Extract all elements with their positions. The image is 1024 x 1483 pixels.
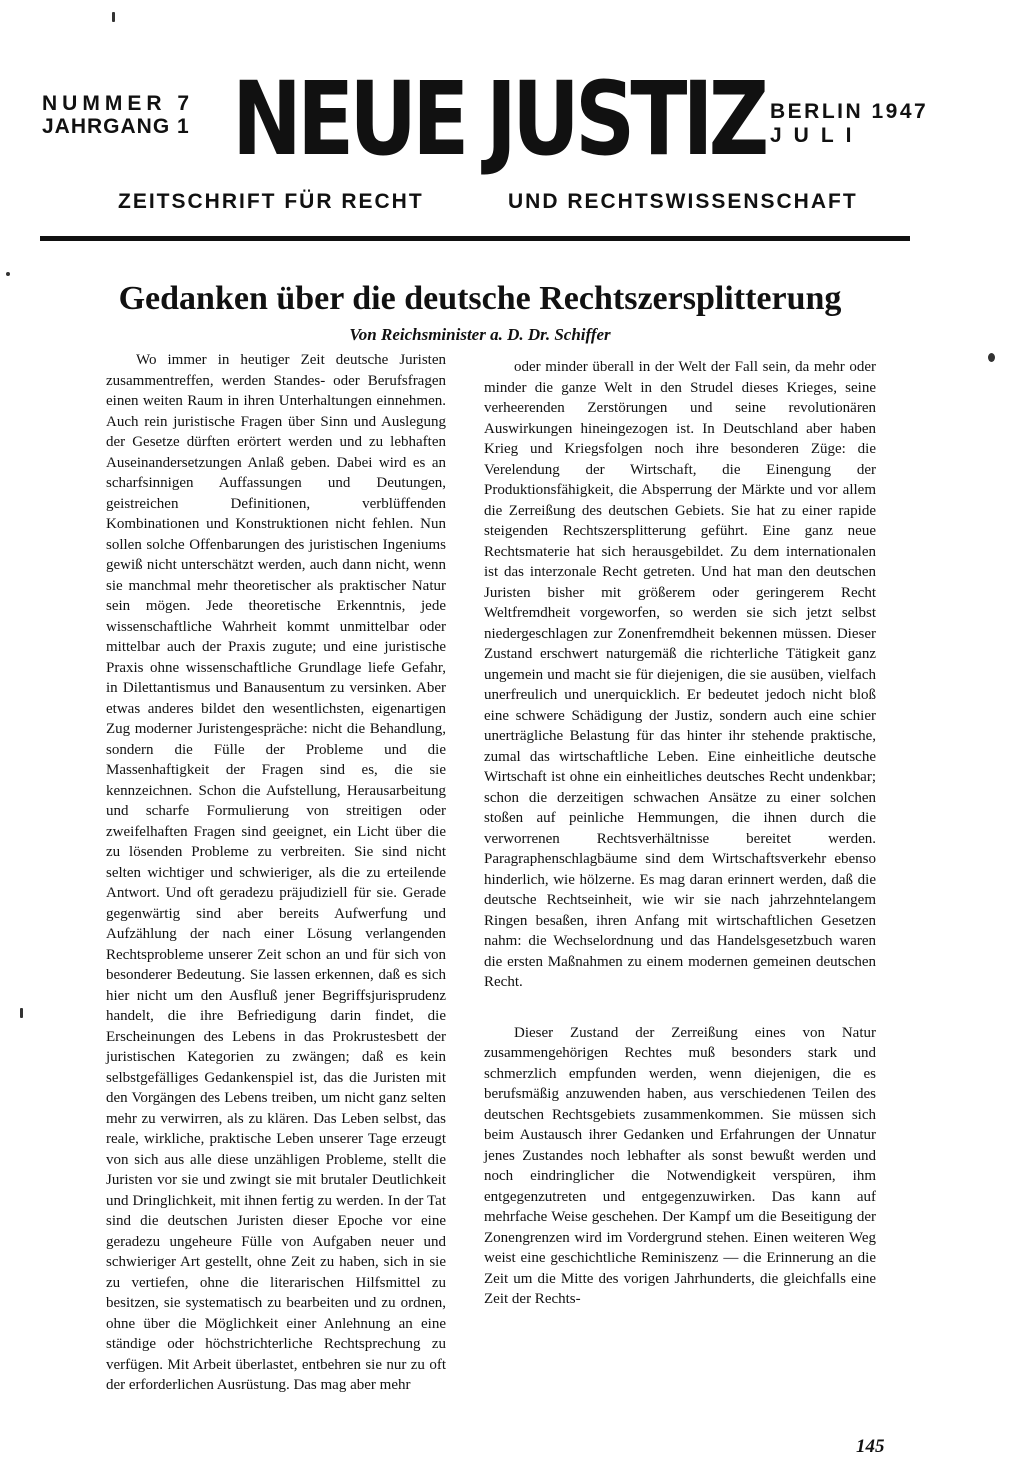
place-year: BERLIN 1947	[770, 100, 929, 123]
issue-info	[42, 92, 194, 138]
article-column-left	[106, 350, 446, 1396]
article-column-right	[484, 357, 876, 1310]
issue-month: JULI	[770, 124, 864, 147]
logo-word-neue: NEUE	[232, 60, 465, 179]
date-info	[770, 100, 928, 148]
paragraph-continuation: oder minder überall in der Welt der Fall sein, da mehr oder minder die ganze Welt in den Strudel dieses Krieges, seine verheerenden Zerstörungen und seine revolutionären Auswirkungen hineingezogen ist. In Deutschland aber haben Krieg und Kriegsfolgen noch ihre besonderen Züge: die Verelendung der Wirtschaft, die Einengung der Produktionsfähigkeit, die Absperrung der Märkte und vor allem die Zerreißung des deutschen Gebiets. Sie hat zu einer rapide steigenden Rechtszersplitterung geführt. Eine ganz neue Rechtsmaterie hat sich herausgebildet. Zu dem internationalen ist das interzonale Recht getreten. Und hat man den deutschen Juristen bisher mit größerem oder geringerem Recht Weltfremdheit vorgeworfen, so werden sie sich jetzt selbst niedergeschlagen zur Zonenfremdheit bekennen müssen. Dieser Zustand erschwert naturgemäß die richterliche Tätigkeit ganz ungemein und macht sie für diejenigen, die sie ausüben, vielfach unerfreulich und unerquicklich. Er bedeutet jedoch nicht bloß eine schwere Schädigung der Justiz, sondern auch eine schier unerträgliche Belastung für das hinter ihr stehende praktische, zumal das wirtschaftliche Leben. Eine einheitliche deutsche Wirtschaft ist ohne ein einheitliches deutsches Recht undenkbar; schon die derzeitigen schwachen Ansätze zu einer solchen stoßen auf peinliche Hemmungen, die ihnen durch die verworrenen Rechtsverhältnisse bereitet werden. Paragraphenschlagbäume sind dem Wirtschaftsverkehr ebenso hinderlich, wie hölzerne. Es mag daran erinnert werden, daß die deutsche Rechtseinheit, wie wir sie nach jahrzehntelangem Ringen besaßen, ihren Anfang mit wirtschaftlichen Gesetzen nahm: die Wechselordnung und das Handelsgesetzbuch waren die ersten Maßnahmen zu einem modernen gemeinen deutschen Recht.	[484, 359, 876, 990]
masthead-rule	[40, 236, 910, 241]
journal-subtitle-right: UND RECHTSWISSENSCHAFT	[508, 190, 858, 213]
article-author: Von Reichsminister a. D. Dr. Schiffer	[349, 325, 611, 344]
article-title: Gedanken über die deutsche Rechtszersplitterung	[118, 280, 842, 317]
logo-word-justiz: JUSTIZ	[485, 60, 765, 179]
page-number: 145	[856, 1436, 885, 1457]
journal-subtitle-left: ZEITSCHRIFT FÜR RECHT	[118, 190, 424, 213]
scan-speck	[112, 12, 115, 22]
paragraph: Wo immer in heutiger Zeit deutsche Juristen zusammentreffen, werden Standes- oder Berufsfragen einen weiten Raum in ihren Unterhaltungen einnehmen. Auch rein juristische Fragen über Sinn und Auslegung der Gesetze dürften erörtert werden und zu lebhaften Auseinandersetzungen Anlaß geben. Dabei wird es an scharfsinnigen Auffassungen und Deutungen, geistreichen Definitionen, verblüffenden Kombinationen und Konstruktionen nicht fehlen. Nun sollen solche Offenbarungen des juristischen Ingeniums gewiß nicht unterschätzt werden, auch dann nicht, wenn sie manchmal mehr theoretischer als praktischer Natur sein mögen. Jede theoretische Erkenntnis, jede wissenschaftliche Wahrheit kommt unmittelbar oder mittelbar auch der Praxis zugute; und eine juristische Praxis ohne wissenschaftliche Grundlage liefe Gefahr, in Dilettantismus und Banausentum zu versinken. Aber etwas anderes bildet den wesentlichsten, eigenartigen Zug moderner Juristengespräche: nicht die Behandlung, sondern die Fülle der Probleme und die Massenhaftigkeit der Fragen sind es, die sie kennzeichnen. Schon die Aufstellung, Herausarbeitung und scharfe Formulierung von streitigen oder zweifelhaften Fragen sind geeignet, ein Licht über die zu lösenden Probleme zu verbreiten. Sie sind nicht selten wichtiger und schwieriger, als die zu erteilende Antwort. Und oft geradezu präjudiziell für sie. Gerade gegenwärtig sind aber bereits Aufwerfung und Aufzählung der nach einer Lösung verlangenden Rechtsprobleme unserer Zeit schon an und für sich von besonderer Bedeutung. Sie lassen erkennen, daß es sich hier nicht um den Ausfluß jener Begriffsjurisprudenz handelt, die ihre Befriedigung darin findet, die Erscheinungen des Lebens in das Prokrustesbett der juristischen Kategorien zu zwängen; daß es kein selbstgefälliges Gedankenspiel ist, das die Juristen mit den Vorgängen des Lebens treiben, um nicht ganz selten mehr zu verwirren, als zu klären. Das Leben selbst, das reale, wirkliche, praktische Leben unserer Tage erzeugt von sich aus alle diese unzähligen Probleme, stellt die Juristen vor sie und zwingt sie mit brutaler Deutlichkeit und Dringlichkeit, mit ihnen fertig zu werden. In der Tat sind die deutschen Juristen dieser Epoche vor eine geradezu ungeheure Fülle von Aufgaben neuer und schwieriger Art gestellt, ohne Zeit zu haben, sich in sie zu vertiefen, ohne die literarischen Hilfsmittel zu besitzen, sie systematisch zu bearbeiten und zu ordnen, ohne über die Möglichkeit einer Anlehnung an eine ständige oder höchstrichterliche Rechtsprechung zu verfügen. Mit Arbeit überlastet, entbehren sie nur zu oft der erforderlichen Ausrüstung. Das mag aber mehr	[106, 352, 446, 1393]
paragraph: Dieser Zustand der Zerreißung eines von Natur zusammengehörigen Rechtes muß besonders stark und schmerzlich empfunden werden, wenn diejenigen, die es berufsmäßig anzuwenden haben, aus verschiedenen Teilen des deutschen Rechtsgebiets zusammenkommen. Sie müssen sich beim Austausch ihrer Gedanken und Erfahrungen der Unnatur jenes Zustandes noch lebhafter als sonst bewußt werden und noch eindringlicher die Notwendigkeit verspüren, ihm entgegenzutreten und entgegenzuwirken. Das kann auf mehrfache Weise geschehen. Der Kampf um die Beseitigung der Zonengrenzen wird im Vordergrund stehen. Einen weiteren Weg weist eine geschichtliche Reminiszenz — die Erinnerung an die Zeit um die Mitte des vorigen Jahrhunderts, die gleichfalls eine Zeit der Rechts-	[484, 1024, 876, 1307]
journal-logo	[232, 60, 764, 180]
volume-number: JAHRGANG 1	[42, 115, 190, 138]
scan-speck	[988, 353, 995, 362]
scan-speck	[20, 1008, 23, 1018]
scan-speck	[6, 272, 10, 276]
issue-number: NUMMER 7	[42, 92, 195, 115]
